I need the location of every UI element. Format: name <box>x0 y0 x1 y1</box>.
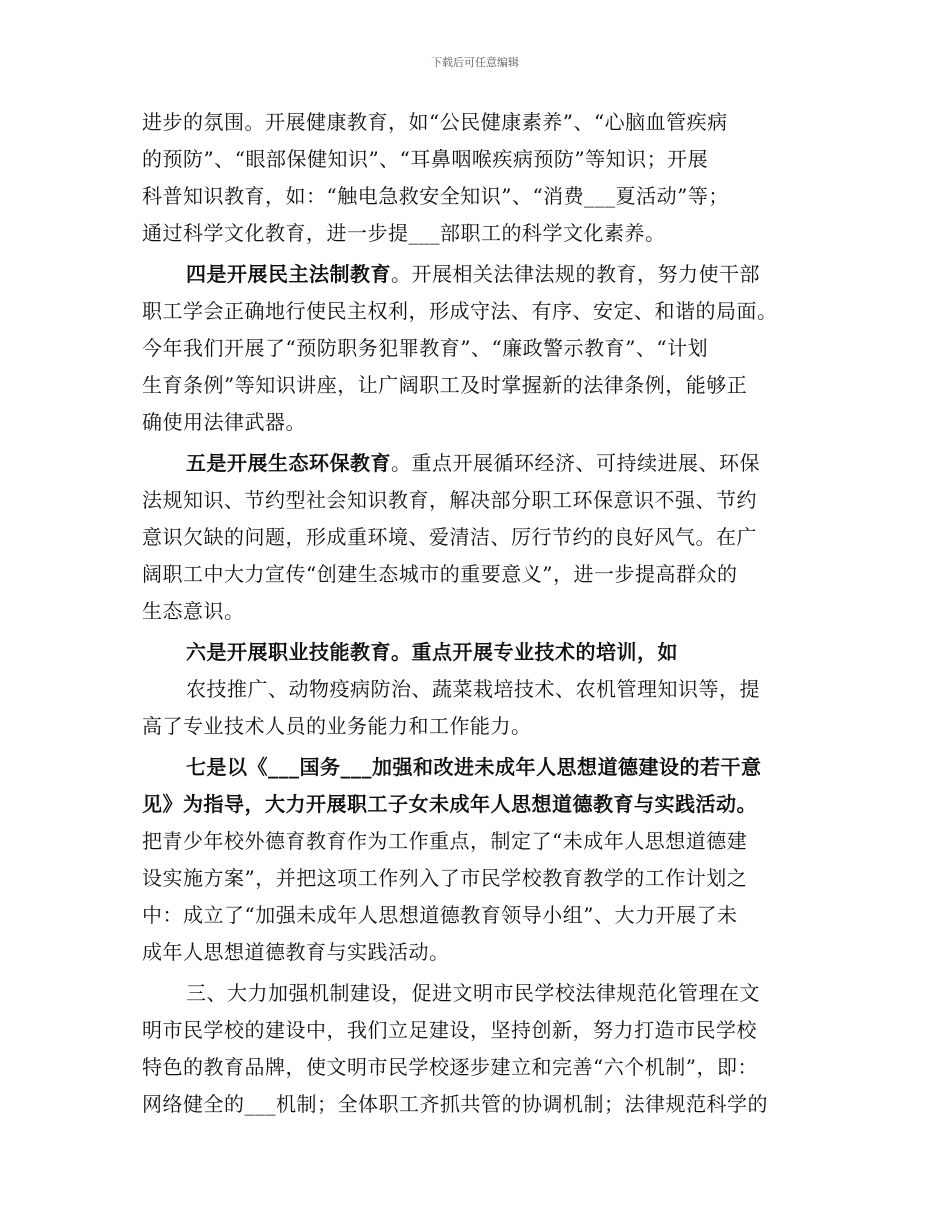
page-header: 下载后可任意编辑 <box>431 56 519 69</box>
text-line: 阔职工中大力宣传“创建生态城市的重要意义”，进一步提高群众的 <box>142 562 738 586</box>
text-line: 意识欠缺的问题，形成重环境、爱清洁、厉行节约的良好风气。在广 <box>142 525 757 549</box>
text-line: 职工学会正确地行使民主权利，形成守法、有序、安定、和谐的局面。 <box>142 299 778 323</box>
bold-heading: 四是开展民主法制教育 <box>186 262 391 286</box>
section-three-start: 三、大力加强机制建设，促进文明市民学校法律规范化管理在文 <box>186 981 760 1005</box>
text-line: 法规知识、节约型社会知识教育，解决部分职工环保意识不强、节约 <box>142 488 757 512</box>
text-run: 。开展相关法律法规的教育，努力使干部 <box>391 262 760 286</box>
paragraph-seven-heading: 七是以《___国务___加强和改进未成年人思想道德建设的若干意 <box>186 755 762 779</box>
text-line: 网络健全的___机制；全体职工齐抓共管的协调机制；法律规范科学的 <box>142 1092 768 1116</box>
text-line: 明市民学校的建设中，我们立足建设，坚持创新，努力打造市民学校 <box>142 1018 757 1042</box>
text-line: 农技推广、动物疫病防治、蔬菜栽培技术、农机管理知识等，提 <box>186 677 760 701</box>
text-line: 中：成立了“加强未成年人思想道德教育领导小组”、大力开展了未 <box>142 903 738 927</box>
paragraph-six-heading: 六是开展职业技能教育。重点开展专业技术的培训，如 <box>186 640 678 664</box>
document-body <box>142 104 812 1123</box>
paragraph-four-start <box>142 256 812 293</box>
paragraph-seven-heading-cont: 见》为指导，大力开展职工子女未成年人思想道德教育与实践活动。 <box>142 792 757 816</box>
text-line: 高了专业技术人员的业务能力和工作能力。 <box>142 714 532 738</box>
text-line: 科普知识教育，如：“触电急救安全知识”、“消费___夏活动”等； <box>142 184 729 208</box>
text-line: 成年人思想道德教育与实践活动。 <box>142 940 450 964</box>
bold-heading: 五是开展生态环保教育 <box>186 451 391 475</box>
text-line: 生育条例”等知识讲座，让广阔职工及时掌握新的法律条例，能够正 <box>142 373 748 397</box>
text-line: 生态意识。 <box>142 599 245 623</box>
paragraph-five-start <box>142 445 812 482</box>
text-line: 今年我们开展了“预防职务犯罪教育”、“廉政警示教育”、“计划 <box>142 336 709 360</box>
text-line: 把青少年校外德育教育作为工作重点，制定了“未成年人思想道德建 <box>142 829 748 853</box>
text-line: 进步的氛围。开展健康教育，如“公民健康素养”、“心脑血管疾病 <box>142 110 728 134</box>
text-line: 的预防”、“眼部保健知识”、“耳鼻咽喉疾病预防”等知识；开展 <box>142 147 709 171</box>
text-line: 设实施方案”，并把这项工作列入了市民学校教育教学的工作计划之 <box>142 866 748 890</box>
text-line: 特色的教育品牌，使文明市民学校逐步建立和完善“六个机制”，即： <box>142 1055 758 1079</box>
text-line: 确使用法律武器。 <box>142 410 306 434</box>
text-line: 通过科学文化教育，进一步提___部职工的科学文化素养。 <box>142 221 666 245</box>
text-run: 。重点开展循环经济、可持续进展、环保 <box>391 451 760 475</box>
